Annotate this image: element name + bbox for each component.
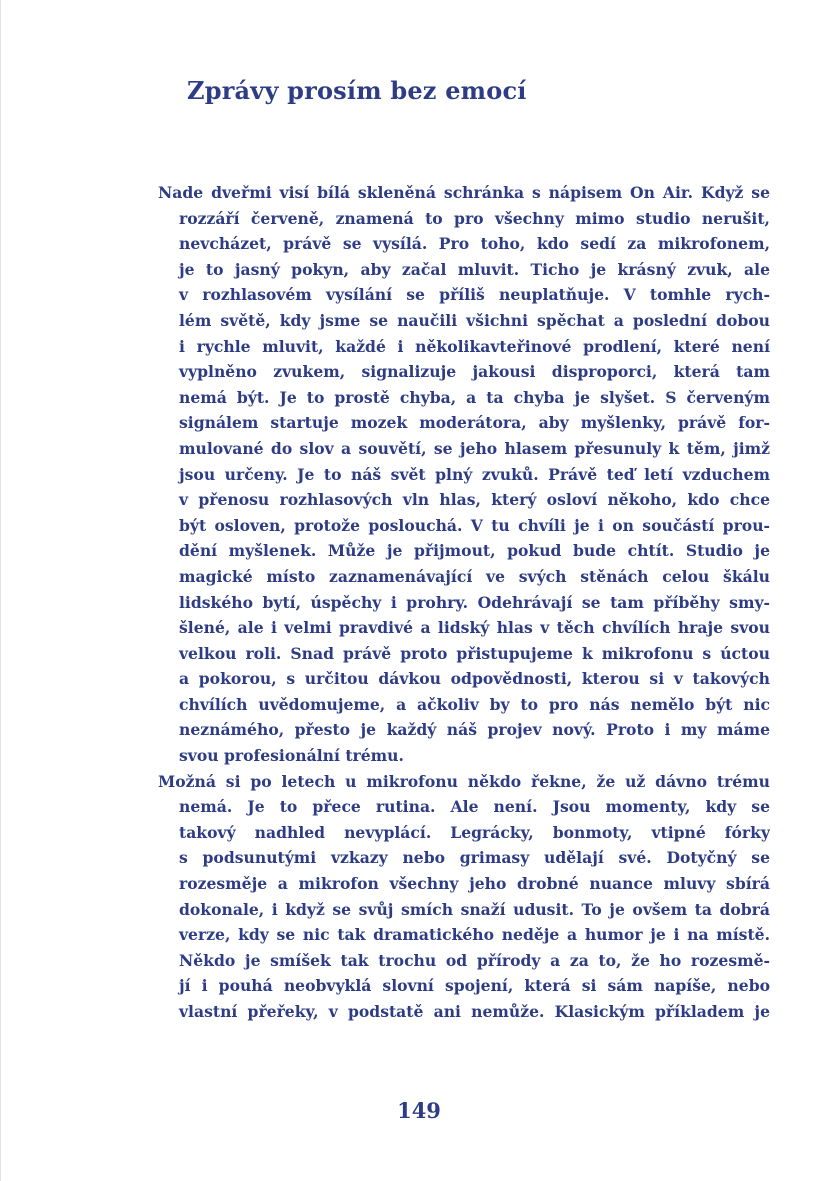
text-line: s podsunutými vzkazy nebo grimasy udělají své. Dotyčný se (179, 848, 770, 868)
chapter-title: Zprávy prosím bez emocí (187, 76, 527, 105)
text-line: dění myšlenek. Může je přijmout, pokud bude chtít. Studio je (179, 541, 770, 561)
text-line: rozesměje a mikrofon všechny jeho drobné nuance mluvy sbírá (179, 874, 770, 894)
text-line: chvílích uvědomujeme, a ačkoliv by to pro nás nemělo být nic (179, 694, 770, 714)
text-line: rozzáří červeně, znamená to pro všechny mimo studio nerušit, (179, 208, 770, 228)
text-line: vlastní přeřeky, v podstatě ani nemůže. Klasickým příkladem je (179, 1002, 770, 1021)
text-line: nemá být. Je to prostě chyba, a ta chyba je slyšet. S červeným (179, 387, 770, 407)
text-line: v přenosu rozhlasových vln hlas, který osloví někoho, kdo chce (179, 490, 770, 510)
text-line: i rychle mluvit, každé i několikavteřinové prodlení, které není (179, 336, 770, 356)
text-line: signálem startuje mozek moderátora, aby myšlenky, právě for- (179, 413, 770, 433)
text-line: verze, kdy se nic tak dramatického neděje a humor je i na místě. (179, 925, 770, 945)
text-line: vyplněno zvukem, signalizuje jakousi disproporci, která tam (179, 362, 770, 382)
text-line: svou profesionální trému. (179, 746, 404, 766)
text-line: magické místo zaznamenávající ve svých stěnách celou škálu (179, 566, 770, 586)
text-line: takový nadhled nevyplácí. Legrácky, bonmoty, vtipné fórky (179, 822, 770, 842)
text-line: mulované do slov a souvětí, se jeho hlasem přesunuly k těm, jimž (179, 438, 770, 458)
body-text (158, 180, 770, 1025)
text-line: Nade dveřmi visí bílá skleněná schránka s nápisem On Air. Když se (158, 183, 770, 202)
text-line: velkou roli. Snad právě proto přistupujeme k mikrofonu s úctou (179, 643, 770, 663)
text-line: jí i pouhá neobvyklá slovní spojení, která si sám napíše, nebo (179, 976, 770, 996)
text-line: Někdo je smíšek tak trochu od přírody a za to, že ho rozesmě- (179, 950, 770, 970)
text-line: jsou určeny. Je to náš svět plný zvuků. Právě teď letí vzduchem (179, 464, 770, 484)
text-line: dokonale, i když se svůj smích snaží udusit. To je ovšem ta dobrá (179, 899, 770, 919)
text-line: nevcházet, právě se vysílá. Pro toho, kdo sedí za mikrofonem, (179, 234, 770, 254)
text-line: v rozhlasovém vysílání se příliš neuplatňuje. V tomhle rych- (179, 285, 770, 305)
text-line: lidského bytí, úspěchy i prohry. Odehrávají se tam příběhy smy- (179, 592, 770, 612)
text-line: neznámého, přesto je každý náš projev nový. Proto i my máme (179, 720, 770, 740)
text-line: Možná si po letech u mikrofonu někdo řekne, že už dávno trému (158, 771, 770, 791)
text-line: a pokorou, s určitou dávkou odpovědnosti, kterou si v takových (179, 669, 770, 689)
text-line: šlené, ale i velmi pravdivé a lidský hlas v těch chvílích hraje svou (179, 618, 770, 638)
text-line: je to jasný pokyn, aby začal mluvit. Ticho je krásný zvuk, ale (179, 259, 770, 279)
paragraph-2 (158, 769, 770, 1025)
text-line: lém světě, kdy jsme se naučili všichni spěchat a poslední dobou (179, 310, 770, 330)
page-number: 149 (397, 1098, 441, 1123)
text-line: být osloven, protože poslouchá. V tu chvíli je i on součástí prou- (179, 515, 770, 535)
text-line: nemá. Je to přece rutina. Ale není. Jsou momenty, kdy se (179, 797, 770, 817)
paragraph-1 (158, 180, 770, 769)
